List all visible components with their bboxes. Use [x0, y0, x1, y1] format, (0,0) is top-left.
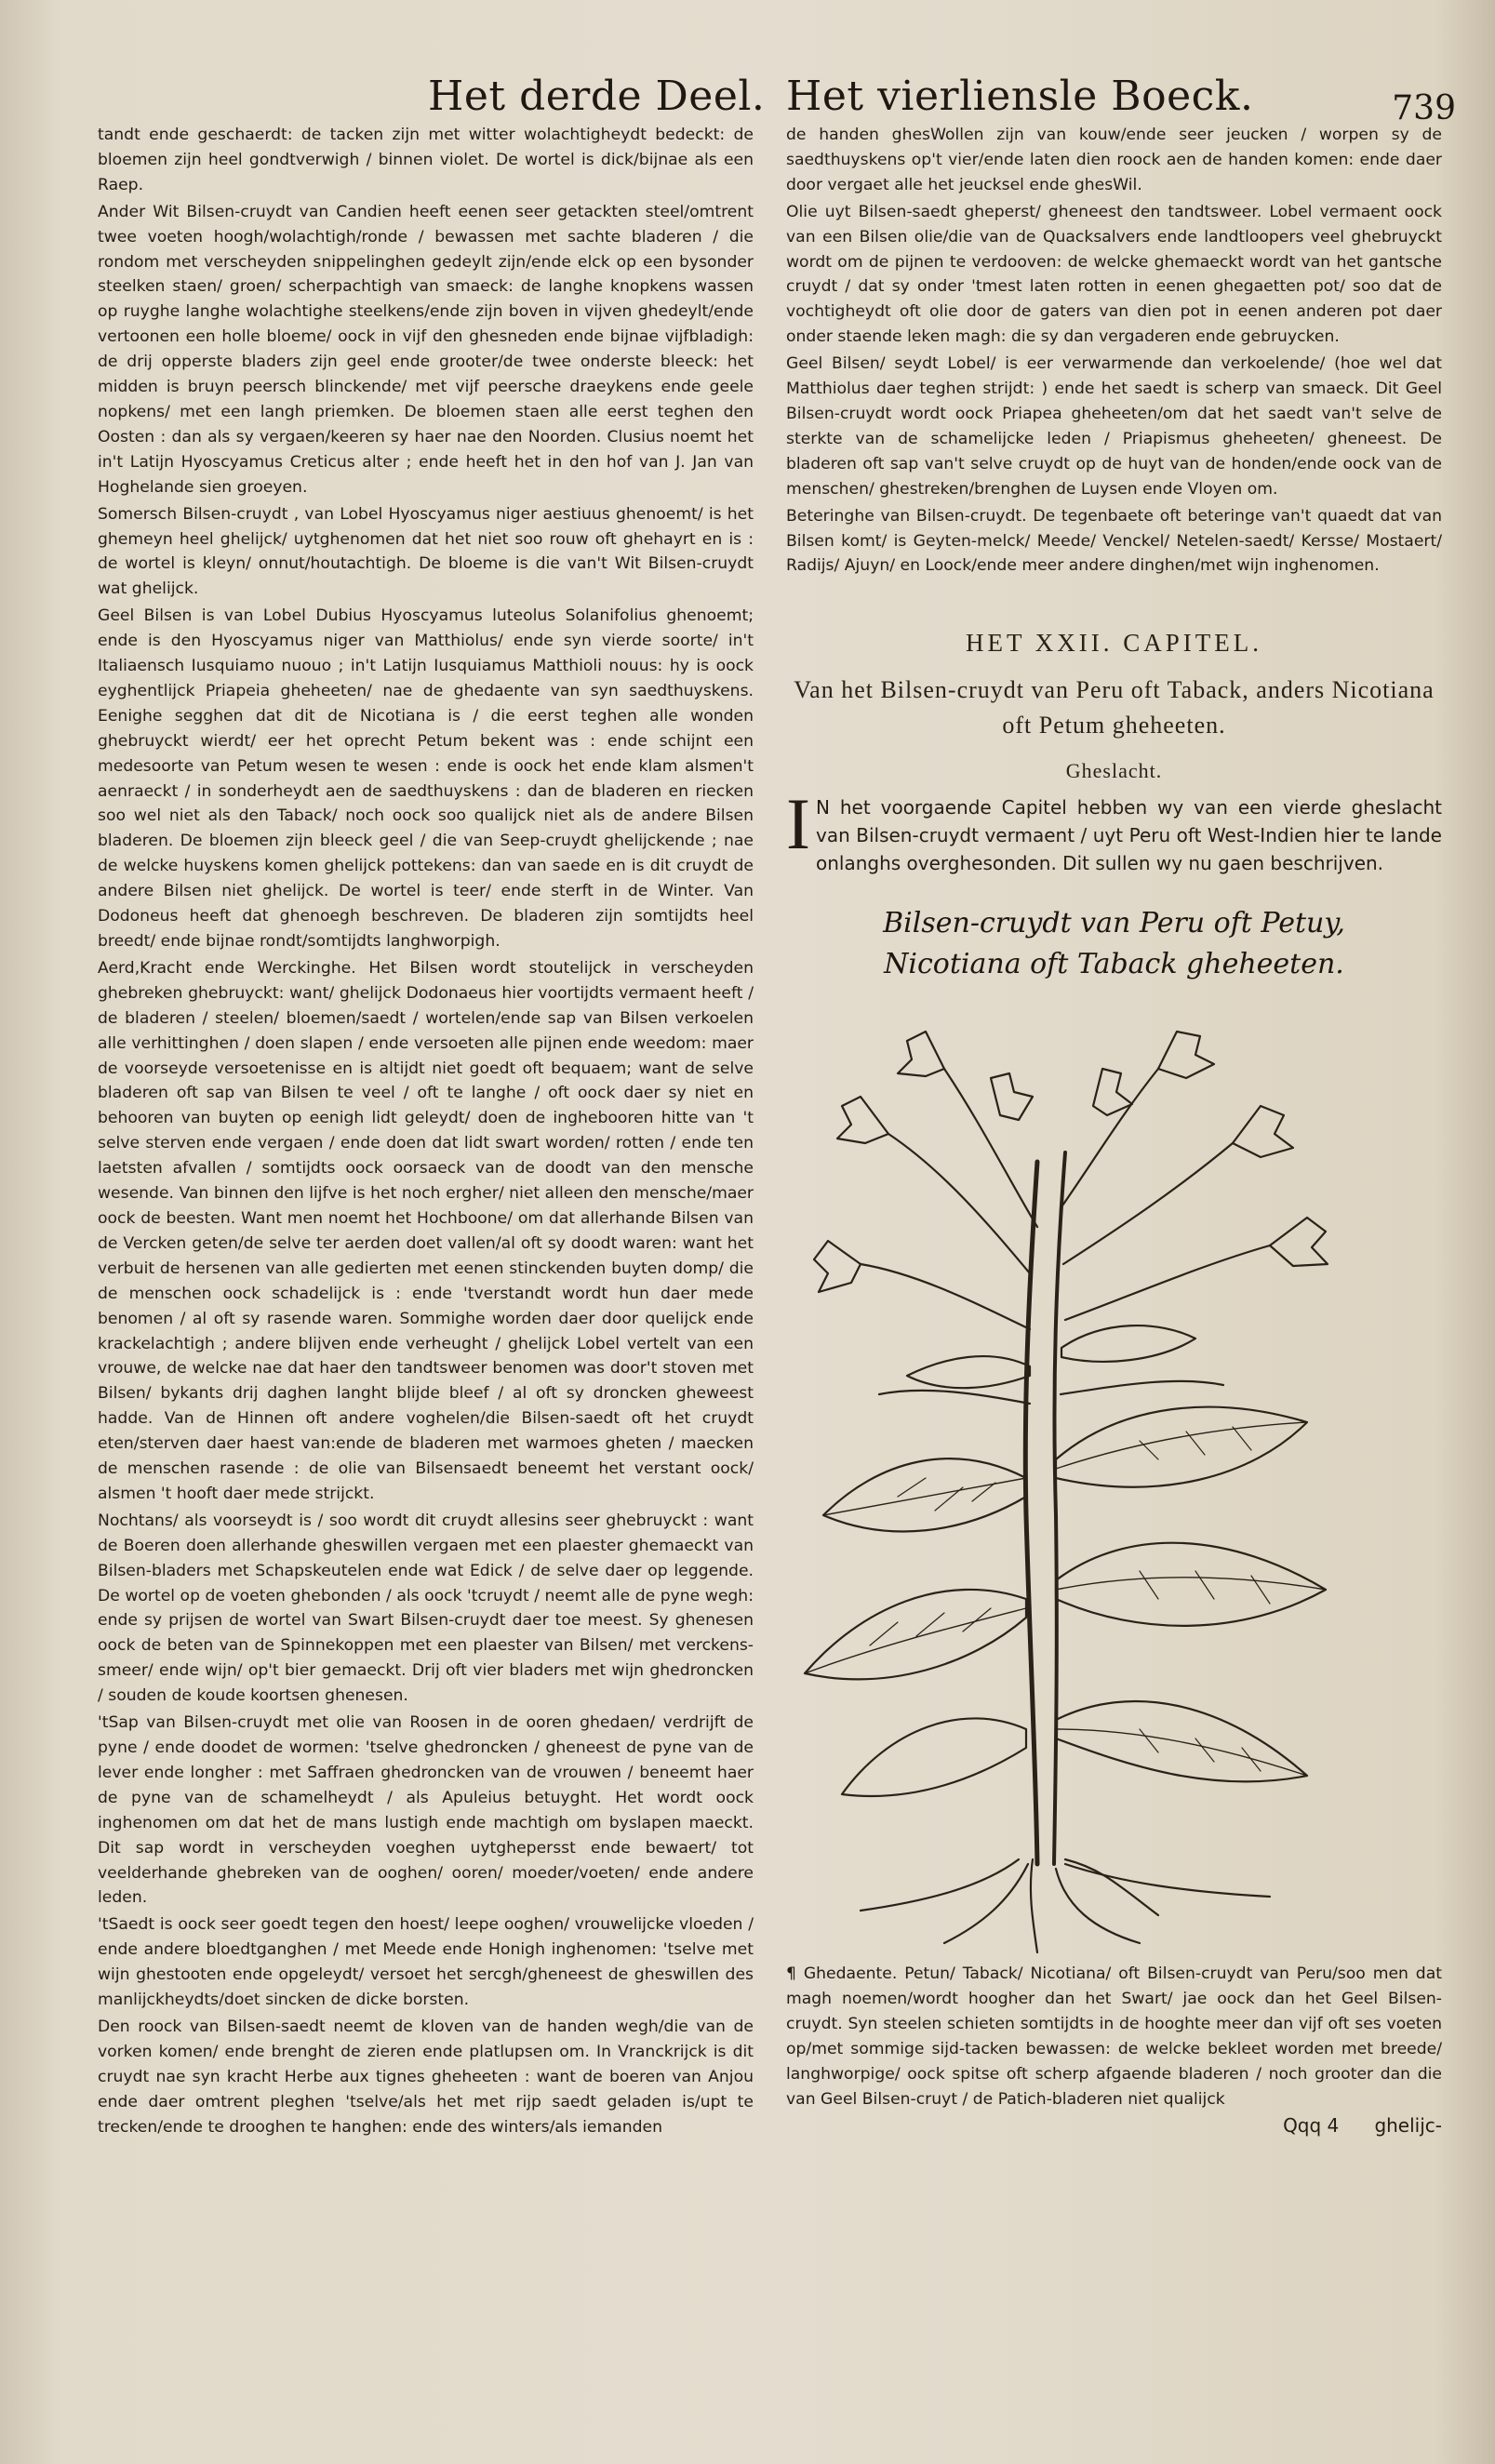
signature-mark	[786, 2114, 1442, 2137]
paragraph: Den roock van Bilsen-saedt neemt de kloven van de handen wegh/die van de vorken komen/ ende brenght de zieren ende platlupsen om. In Vranckrijck is dit cruydt nae syn kracht Herbe aux tignes gheheeten : want de boeren van Anjou ende daer omtrent pleghen 'tselve/als het met rijp saedt geladen is/upt te trecken/ende te drooghen te hanghen: ende des winters/als iemanden	[98, 2017, 754, 2137]
paragraph: 'tSap van Bilsen-cruydt met olie van Roosen in de ooren ghedaen/ verdrijft de pyne / ende doodet de wormen: 'tselve ghedroncken / gheneest de pyne van de lever ende longher : met Saffraen ghedroncken van de vrouwen / beneemt haer de pyne van de schamelheydt / als Apuleius betuyght. Het wordt oock inghenomen om dat het de mans lustigh ende machtigh om byslapen maeckt. Dit sap wordt in verscheyden voeghen uytghepersst ende bewaert/ tot veelderhande ghebreken van de ooghen/ ooren/ moeder/voeten/ ende andere leden.	[98, 1713, 754, 1908]
chapter-heading: HET XXII. CAPITEL.	[966, 629, 1262, 658]
chapter-intro	[786, 783, 1442, 877]
paragraph: Geel Bilsen/ seydt Lobel/ is eer verwarmende dan verkoelende/ (hoe wel dat Matthiolus daer teghen strijdt: ) ende het saedt is scherp van smaeck. Dit Geel Bilsen-cruydt wordt oock Priapea gheheeten/om dat het saedt van't selve de sterkte van de schamelijcke leden / Priapismus gheheeten/ gheneest. De bladeren oft sap van't selve cruydt op de huyt van de honden/ende oock van de menschen/ ghestreken/brenghen de Luysen ende Vloyen om.	[786, 354, 1442, 499]
plant-title	[786, 903, 1442, 985]
running-head-right: Het vierliensle Boeck.	[786, 73, 1254, 120]
right-column	[786, 123, 1442, 2137]
drop-cap: I	[786, 783, 810, 865]
paragraph: Aerd,Kracht ende Werckinghe. Het Bilsen wordt stoutelijck in verscheyden ghebreken ghebruyckt: want/ ghelijck Dodonaeus hier voortijdts vermaent heeft / de bladeren / steelen/ bloemen/saedt / wortelen/ende sap van Bilsen verkoelen alle verhittinghen / doen slapen / ende versoeten alle pijnen ende weedom: maer de voorseyde versoetenisse en is altijdt niet goedt oft bequaem; want de selve bladeren oft sap van Bilsen te veel / oft te langhe / oft oock daer sy niet en behooren van buyten op eenigh lidt geleydt/ doen de inghebooren hitte van 't selve sterven ende vergaen / ende doen dat lidt swart worden/ rotten / ende ten laetsten afvallen / somtijdts oock oorsaeck van de doodt van den mensche wesende. Van binnen den lijfve is het noch ergher/ niet alleen den mensche/maer oock de beesten. Want men noemt het Hochboone/ om dat allerhande Bilsen van de Vercken geten/de selve ter aerden doet vallen/al oft sy doodt waren: want het verbuit de hersenen van alle gedierten met eenen stinckenden buyten domp/ die de menschen oock schadelijck is : ende 'tverstandt wordt hun daer mede benomen / al oft sy rasende waren. Sommighe worden daer door quelijck ende krackelachtigh ; andere blijven ende verheught / ghelijck Lobel vertelt van een vrouwe, de welcke nae dat haer den tandtsweer benomen was door't stoven met Bilsen/ bykants drij daghen langht blijde bleef / al oft sy droncken gheweest hadde. Van de Hinnen oft andere voghelen/die Bilsen-saedt oft het cruydt eten/sterven daer haest van:ende de bladeren met warmoes gheten / maecken de menschen rasende : de olie van Bilsensaedt beneemt het verstant oock/ alsmen 't hooft daer mede strijckt.	[98, 958, 754, 1503]
paragraph: Ander Wit Bilsen-cruydt van Candien heeft eenen seer getackten steel/omtrent twee voeten hoogh/wolachtigh/ronde / bewassen met sachte bladeren / die rondom met verscheyden snippelinghen gedeylt zijn/ende elck op een bysonder steelken staen/ groen/ scherpachtigh van smaeck: de langhe knopkens wassen op ruyghe langhe wolachtighe steelkens/ende zijn boven in vijven ghedeylt/ende vertoonen een holle bloeme/ oock in vijf den ghesneden ende bijnae vijfbladigh: de drij opperste bladers zijn geel ende grooter/de twee onderste bleeck: het midden is bruyn peersch blinckende/ met vijf peersche draeykens ende geele nopkens/ met een langh priemken. De bloemen staen alle eerst teghen den Oosten : dan als sy vergaen/keeren sy haer nae den Noorden. Clusius noemt het in't Latijn Hyoscyamus Creticus alter ; ende heeft het in den hof van J. Jan van Hoghelande sien groeyen.	[98, 202, 754, 497]
plant-title-line: Nicotiana oft Taback gheheeten.	[884, 948, 1344, 981]
paragraph: de handen ghesWollen zijn van kouw/ende seer jeucken / worpen sy de saedthuyskens op't vier/ende laten dien roock aen de handen komen: ende daer door vergaet alle het jeucksel ende ghesWil.	[786, 126, 1442, 194]
paragraph: tandt ende geschaerdt: de tacken zijn met witter wolachtigheydt bedeckt: de bloemen zijn heel gondtverwigh / binnen violet. De wortel is dick/bijnae als een Raep.	[98, 126, 754, 194]
chapter-title: Van het Bilsen-cruydt van Peru oft Taback, anders Nicotiana oft Petum gheheeten.	[794, 676, 1435, 739]
signature: Qqq 4	[1283, 2113, 1340, 2137]
running-head-left: Het derde Deel.	[428, 73, 766, 120]
intro-text: N het voorgaende Capitel hebben wy van een vierde gheslacht van Bilsen-cruydt vermaent / uyt Peru oft West-Indien hier te lande onlanghs overghesonden. Dit sullen wy nu gaen beschrijven.	[815, 796, 1442, 875]
tobacco-plant-woodcut	[786, 994, 1442, 1962]
paragraph: Olie uyt Bilsen-saedt gheperst/ gheneest den tandtsweer. Lobel vermaent oock van een Bilsen olie/die van de Quacksalvers ende landtloopers veel ghebruyckt wordt om de pijnen te verdooven: de welcke ghemaeckt wordt van het gantsche cruydt / dat sy onder 'tmest laten rotten in eenen ghegaetten pot/ soo dat de vochtigheydt oft olie door de gaters van dien pot in eenen anderen pot daer onder staende leken magh: die sy dan vergaderen ende gebruycken.	[786, 202, 1442, 347]
plant-title-line: Bilsen-cruydt van Peru oft Petuy,	[883, 907, 1345, 940]
left-column	[98, 123, 754, 2142]
page-number: 739	[1392, 89, 1456, 127]
paragraph: 'tSaedt is oock seer goedt tegen den hoest/ leepe ooghen/ vrouwelijcke vloeden / ende andere bloedtganghen / met Meede ende Honigh inghenomen: 'tselve met wijn ghestooten ende opgeleydt/ versoet het sercgh/gheneest de gheswillen des manlijckheydts/doet sincken de dicke borsten.	[98, 1915, 754, 2010]
description-paragraph: ¶ Ghedaente. Petun/ Taback/ Nicotiana/ oft Bilsen-cruydt van Peru/soo men dat magh noemen/wordt hoogher dan het Swart/ jae oock dan het Geel Bilsen-cruydt. Syn steelen schieten somtijdts in de hooghte meer dan vijf oft ses voeten op/met sommige sijd-tacken bewassen: de welcke beklеet worden met breede/ langhworpige/ oock spitse oft scherp afgaende bladeren / noch grooter dan die van Geel Bilsen-cruyt / de Patich-bladeren niet qualijck	[786, 1965, 1442, 2109]
paragraph: Beteringhe van Bilsen-cruydt. De tegenbaete oft beteringe van't quaedt dat van Bilsen komt/ is Geyten-melck/ Meede/ Venckel/ Netelen-saedt/ Kersse/ Mostaert/ Radijs/ Ajuyn/ en Loock/ende meer andere dinghen/met wijn inghenomen.	[786, 506, 1442, 576]
paragraph: Nochtans/ als voorseydt is / soo wordt dit cruydt allesins seer ghebruyckt : want de Boeren doen allerhande gheswillen vergaen met een plaester ghemaeckt van Bilsen-bladers met Schapskeutelen ende wat Edick / de selve daer op leggende. De wortel op de voeten ghebonden / als oock 'tcruydt / neemt alle de pyne wegh: ende sy prijsen de wortel van Swart Bilsen-cruydt daer toe meest. Sy ghenesen oock de beten van de Spinnekoppen met een plaester van Bilsen/ met verckens-smeer/ ende wijn/ op't bier gemaeckt. Drij oft vier bladers met wijn ghedroncken / souden de koude koortsen ghenesen.	[98, 1511, 754, 1706]
paragraph: Somersch Bilsen-cruydt , van Lobel Hyoscyamus niger aestiuus ghenoemt/ is het ghemeyn heel ghelijck/ uytghenomen dat het niet soo rouw oft ghehayrt en is : de wortel is kleyn/ onnut/houtachtigh. De bloeme is die van't Wit Bilsen-cruydt wat ghelijck.	[98, 504, 754, 599]
paragraph: Geel Bilsen is van Lobel Dubius Hyoscyamus luteolus Solanifolius ghenoemt; ende is den Hyoscyamus niger van Matthiolus/ ende syn vierde soorte/ in't Italiaensch Iusquiamo nuouo ; in't Latijn Iusquiamus Matthioli nouus: hy is oock eyghentlijck Priapeia gheheeten/ nae de ghedaente van syn saedthuyskens. Eenighe segghen dat dit de Nicotiana is / die eerst teghen alle wonden ghebruyckt wierdt/ eer het oprecht Petum bekent was : ende schijnt een medesoorte van Petum wesen te wesen : ende is oock het ende klam alsmen't aenraeckt / in sonderheydt aen de saedthuyskens : dan de bladeren en riecken soo wel niet als den Taback/ noch oock soo qualijck niet als de andere Bilsen bladeren. De bloemen zijn bleeck geel / die van Seep-cruydt ghelijckende ; nae de welcke huyskens komen ghelijck pottekens: dan van saede en is dit cruydt de andere Bilsen niet ghelijck. De wortel is teer/ ende sterft in de Winter. Van Dodoneus heeft dat ghenoegh beschreven. De bladeren zijn somtijdts heel breedt/ ende bijnae rondt/somtijdts langhworpigh.	[98, 606, 754, 951]
section-label: Gheslacht.	[1065, 759, 1163, 783]
catchword: ghelijc-	[1374, 2113, 1442, 2137]
page-header	[0, 73, 1495, 128]
